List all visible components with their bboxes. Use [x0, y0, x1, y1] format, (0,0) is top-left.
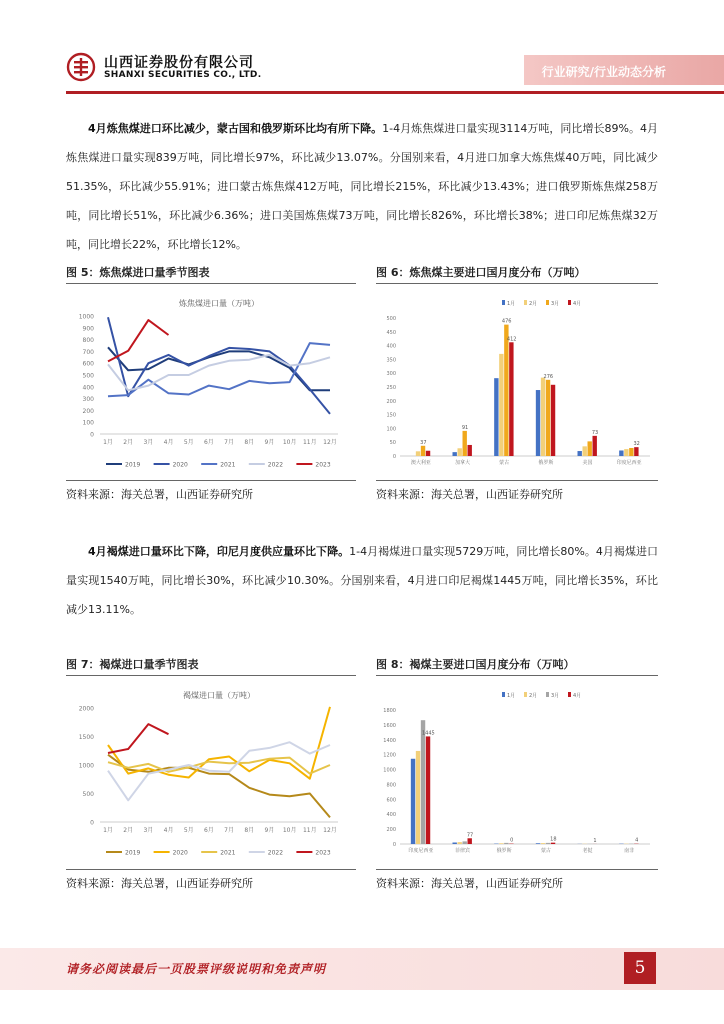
bar-4月	[468, 838, 472, 844]
y-tick-label: 800	[386, 782, 396, 789]
data-label: 412	[506, 336, 517, 343]
paragraph-coking-coal-body: 1-4月炼焦煤进口量实现3114万吨，同比增长89%。4月炼焦煤进口量实现839万吨，同比增长97%，环比减少13.07%。分国别来看，4月进口加拿大炼焦煤40万吨，同比减少51.35%，环比减少55.91%；进口蒙古炼焦煤412万吨，同比增长215%，环比减少13.43%；进口俄罗斯炼焦煤258万吨，同比增长51%，环比减少6.36%；进口美国炼焦煤73万吨，同比增长826%，环比增长38%；进口印尼炼焦煤32万吨，同比增长22%，环比增长12%。	[66, 122, 658, 251]
category-label: 印度尼西亚	[616, 460, 642, 466]
legend-label-4月: 4月	[573, 693, 582, 699]
category-label: 俄罗斯	[538, 460, 554, 466]
fig7-source: 资料来源：海关总署，山西证券研究所	[66, 877, 253, 890]
legend-label-2021: 2021	[220, 849, 236, 857]
data-label: 37	[420, 439, 427, 446]
y-tick-label: 1500	[78, 734, 94, 741]
legend-swatch-4月	[568, 692, 571, 697]
y-tick-label: 900	[82, 325, 94, 333]
fig8-title: 图 8：褐煤主要进口国月度分布（万吨）	[376, 658, 575, 671]
bar-2月	[583, 446, 587, 456]
y-tick-label: 0	[392, 454, 396, 460]
y-tick-label: 300	[82, 396, 94, 404]
x-tick-label: 6月	[203, 827, 214, 834]
y-tick-label: 800	[82, 337, 94, 345]
legend-swatch-4月	[568, 300, 571, 305]
fig8-top-rule	[376, 675, 658, 676]
fig5-source: 资料来源：海关总署，山西证券研究所	[66, 488, 253, 501]
paragraph-lignite-body: 1-4月褐煤进口量实现5729万吨，同比增长80%。4月褐煤进口量实现1540万吨，同比增长30%，环比减少10.30%。分国别来看，4月进口印尼褐煤1445万吨，同比增长35%，环比减少13.11%。	[66, 545, 658, 616]
bar-2月	[499, 843, 503, 844]
data-label: 1445	[421, 730, 435, 737]
bar-4月	[551, 843, 555, 844]
legend-swatch-1月	[502, 692, 505, 697]
bar-1月	[453, 452, 457, 456]
x-tick-label: 4月	[163, 439, 174, 446]
y-tick-label: 350	[386, 357, 396, 364]
x-tick-label: 10月	[282, 439, 297, 446]
page-header	[0, 0, 724, 95]
company-logo-icon	[66, 52, 96, 82]
y-tick-label: 700	[82, 348, 94, 356]
fig7-chart	[66, 678, 356, 864]
bar-2月	[458, 842, 462, 844]
footer-disclaimer: 请务必阅读最后一页股票评级说明和免责声明	[66, 962, 327, 976]
bar-3月	[504, 843, 508, 844]
category-label: 俄罗斯	[496, 848, 512, 854]
chart-title: 炼焦煤进口量（万吨）	[179, 299, 259, 308]
y-tick-label: 1000	[78, 762, 94, 770]
category-label: 印度尼西亚	[408, 848, 434, 854]
bar-3月	[463, 841, 467, 844]
bar-1月	[536, 390, 540, 456]
y-tick-label: 2000	[78, 705, 94, 713]
data-label: 73	[591, 429, 599, 436]
x-tick-label: 5月	[183, 439, 194, 446]
y-tick-label: 150	[386, 412, 396, 419]
fig7-title: 图 7：褐煤进口量季节图表	[66, 658, 199, 671]
bar-2月	[458, 448, 462, 456]
bar-2月	[416, 751, 420, 844]
category-label: 美国	[582, 460, 593, 466]
legend-label-4月: 4月	[573, 301, 582, 307]
paragraph-coking-coal-lead: 4月炼焦煤进口环比减少，蒙古国和俄罗斯环比均有所下降。	[88, 122, 383, 135]
bar-1月	[453, 843, 457, 844]
y-tick-label: 500	[82, 791, 94, 798]
section-tag-label: 行业研究/行业动态分析	[541, 65, 666, 79]
x-tick-label: 8月	[244, 827, 255, 834]
legend-label-2023: 2023	[315, 461, 331, 469]
bar-3月	[504, 325, 508, 456]
category-label: 老挝	[582, 848, 593, 854]
x-tick-label: 9月	[264, 439, 275, 446]
category-label: 加拿大	[454, 460, 471, 466]
y-tick-label: 1200	[383, 752, 396, 759]
category-label: 蒙古	[499, 460, 510, 466]
y-tick-label: 100	[386, 426, 396, 433]
bar-2月	[541, 843, 545, 844]
x-tick-label: 6月	[203, 439, 214, 446]
x-tick-label: 3月	[143, 827, 154, 834]
bar-3月	[421, 446, 425, 456]
x-tick-label: 2月	[123, 827, 134, 834]
x-tick-label: 4月	[163, 827, 174, 834]
legend-label-2019: 2019	[125, 849, 141, 857]
y-tick-label: 1000	[78, 313, 94, 321]
bar-2月	[499, 354, 503, 456]
fig5-chart	[66, 286, 356, 476]
category-label: 菲律宾	[454, 848, 471, 854]
fig6-source: 资料来源：海关总署，山西证券研究所	[376, 488, 563, 501]
bar-3月	[588, 441, 592, 456]
fig5-title: 图 5：炼焦煤进口量季节图表	[66, 266, 210, 279]
company-name-en: SHANXI SECURITIES CO., LTD.	[104, 70, 262, 80]
bar-1月	[619, 450, 623, 456]
bar-4月	[468, 445, 472, 456]
bar-4月	[634, 447, 638, 456]
legend-label-2月: 2月	[529, 693, 538, 699]
legend-label-3月: 3月	[551, 693, 560, 699]
x-tick-label: 2月	[123, 439, 134, 446]
legend-label-2020: 2020	[172, 461, 188, 469]
bar-1月	[411, 759, 415, 844]
company-name-cn: 山西证券股份有限公司	[104, 55, 254, 71]
bar-1月	[494, 378, 498, 456]
legend-label-2023: 2023	[315, 849, 331, 857]
y-tick-label: 0	[392, 842, 396, 848]
fig7-bottom-rule	[66, 869, 356, 870]
category-label: 澳大利亚	[410, 460, 431, 466]
data-label: 276	[543, 373, 554, 380]
y-tick-label: 1400	[383, 737, 396, 744]
x-tick-label: 8月	[244, 439, 255, 446]
bar-2月	[624, 449, 628, 456]
legend-label-2020: 2020	[172, 849, 188, 857]
x-tick-label: 7月	[224, 439, 235, 446]
x-tick-label: 5月	[183, 827, 194, 834]
legend-swatch-2月	[524, 300, 527, 305]
fig7-top-rule	[66, 675, 356, 676]
x-tick-label: 1月	[103, 827, 113, 834]
data-label: 91	[461, 424, 469, 431]
legend-label-1月: 1月	[507, 693, 516, 699]
legend-label-2022: 2022	[267, 849, 284, 857]
bar-3月	[421, 720, 425, 844]
legend-label-2019: 2019	[125, 461, 141, 469]
y-tick-label: 100	[82, 419, 94, 427]
x-tick-label: 7月	[224, 827, 235, 834]
y-tick-label: 200	[82, 407, 94, 415]
bar-2月	[416, 451, 420, 456]
legend-label-3月: 3月	[551, 301, 560, 307]
data-label: 18	[550, 836, 557, 843]
legend-label-1月: 1月	[507, 301, 516, 307]
y-tick-label: 250	[386, 385, 396, 391]
data-label: 476	[501, 318, 512, 325]
legend-label-2月: 2月	[529, 301, 538, 307]
y-tick-label: 300	[386, 371, 396, 378]
series-line-2020	[108, 707, 330, 779]
legend-swatch-3月	[546, 692, 549, 697]
x-tick-label: 11月	[302, 827, 317, 834]
bar-4月	[426, 736, 430, 844]
page-number: 5	[624, 952, 656, 984]
fig8-source: 资料来源：海关总署，山西证券研究所	[376, 877, 563, 890]
bar-1月	[536, 843, 540, 844]
bar-4月	[426, 451, 430, 456]
y-tick-label: 400	[386, 343, 396, 350]
chart-title: 褐煤进口量（万吨）	[183, 691, 255, 700]
x-tick-label: 1月	[103, 439, 113, 446]
data-label: 1	[593, 837, 597, 844]
fig6-top-rule	[376, 283, 658, 284]
header-divider	[66, 91, 724, 94]
y-tick-label: 1600	[383, 722, 396, 729]
fig6-title: 图 6：炼焦煤主要进口国月度分布（万吨）	[376, 266, 586, 279]
x-tick-label: 3月	[143, 439, 154, 446]
x-tick-label: 9月	[264, 827, 275, 834]
x-tick-label: 12月	[323, 827, 337, 834]
paragraph-lignite	[66, 537, 658, 624]
y-tick-label: 600	[386, 797, 396, 804]
fig8-bottom-rule	[376, 869, 658, 870]
series-line-2023	[108, 724, 169, 753]
data-label: 4	[635, 837, 639, 844]
y-tick-label: 450	[386, 329, 396, 336]
category-label: 蒙古	[540, 848, 551, 854]
y-tick-label: 500	[386, 316, 396, 322]
fig8-chart	[376, 678, 658, 864]
legend-swatch-3月	[546, 300, 549, 305]
y-tick-label: 600	[82, 360, 94, 368]
paragraph-lignite-lead: 4月褐煤进口量环比下降，印尼月度供应量环比下降。	[88, 545, 350, 558]
fig5-bottom-rule	[66, 480, 356, 481]
bar-4月	[593, 436, 597, 456]
x-tick-label: 12月	[323, 439, 337, 446]
legend-label-2022: 2022	[267, 461, 284, 469]
fig6-chart	[376, 286, 658, 476]
data-label: 32	[633, 441, 640, 448]
y-tick-label: 1000	[383, 767, 396, 774]
bar-2月	[541, 378, 545, 456]
legend-swatch-1月	[502, 300, 505, 305]
bar-3月	[546, 380, 550, 456]
section-tag	[524, 55, 724, 85]
legend-swatch-2月	[524, 692, 527, 697]
y-tick-label: 50	[389, 440, 396, 447]
bar-3月	[629, 448, 633, 456]
y-tick-label: 1800	[383, 708, 396, 714]
y-tick-label: 500	[82, 372, 94, 380]
bar-3月	[546, 843, 550, 844]
y-tick-label: 200	[386, 827, 396, 834]
bar-1月	[578, 451, 582, 456]
y-tick-label: 400	[82, 384, 94, 392]
y-tick-label: 0	[90, 431, 94, 439]
data-label: 0	[510, 837, 514, 844]
bar-4月	[509, 342, 513, 456]
x-tick-label: 11月	[302, 439, 317, 446]
y-tick-label: 200	[386, 398, 396, 405]
y-tick-label: 400	[386, 812, 396, 819]
category-label: 南非	[624, 848, 635, 854]
data-label: 77	[466, 832, 474, 839]
x-tick-label: 10月	[282, 827, 297, 834]
legend-label-2021: 2021	[220, 461, 236, 469]
bar-4月	[551, 385, 555, 456]
fig6-bottom-rule	[376, 480, 658, 481]
bar-3月	[463, 431, 467, 456]
y-tick-label: 0	[90, 819, 94, 827]
fig5-top-rule	[66, 283, 356, 284]
paragraph-coking-coal	[66, 114, 658, 259]
